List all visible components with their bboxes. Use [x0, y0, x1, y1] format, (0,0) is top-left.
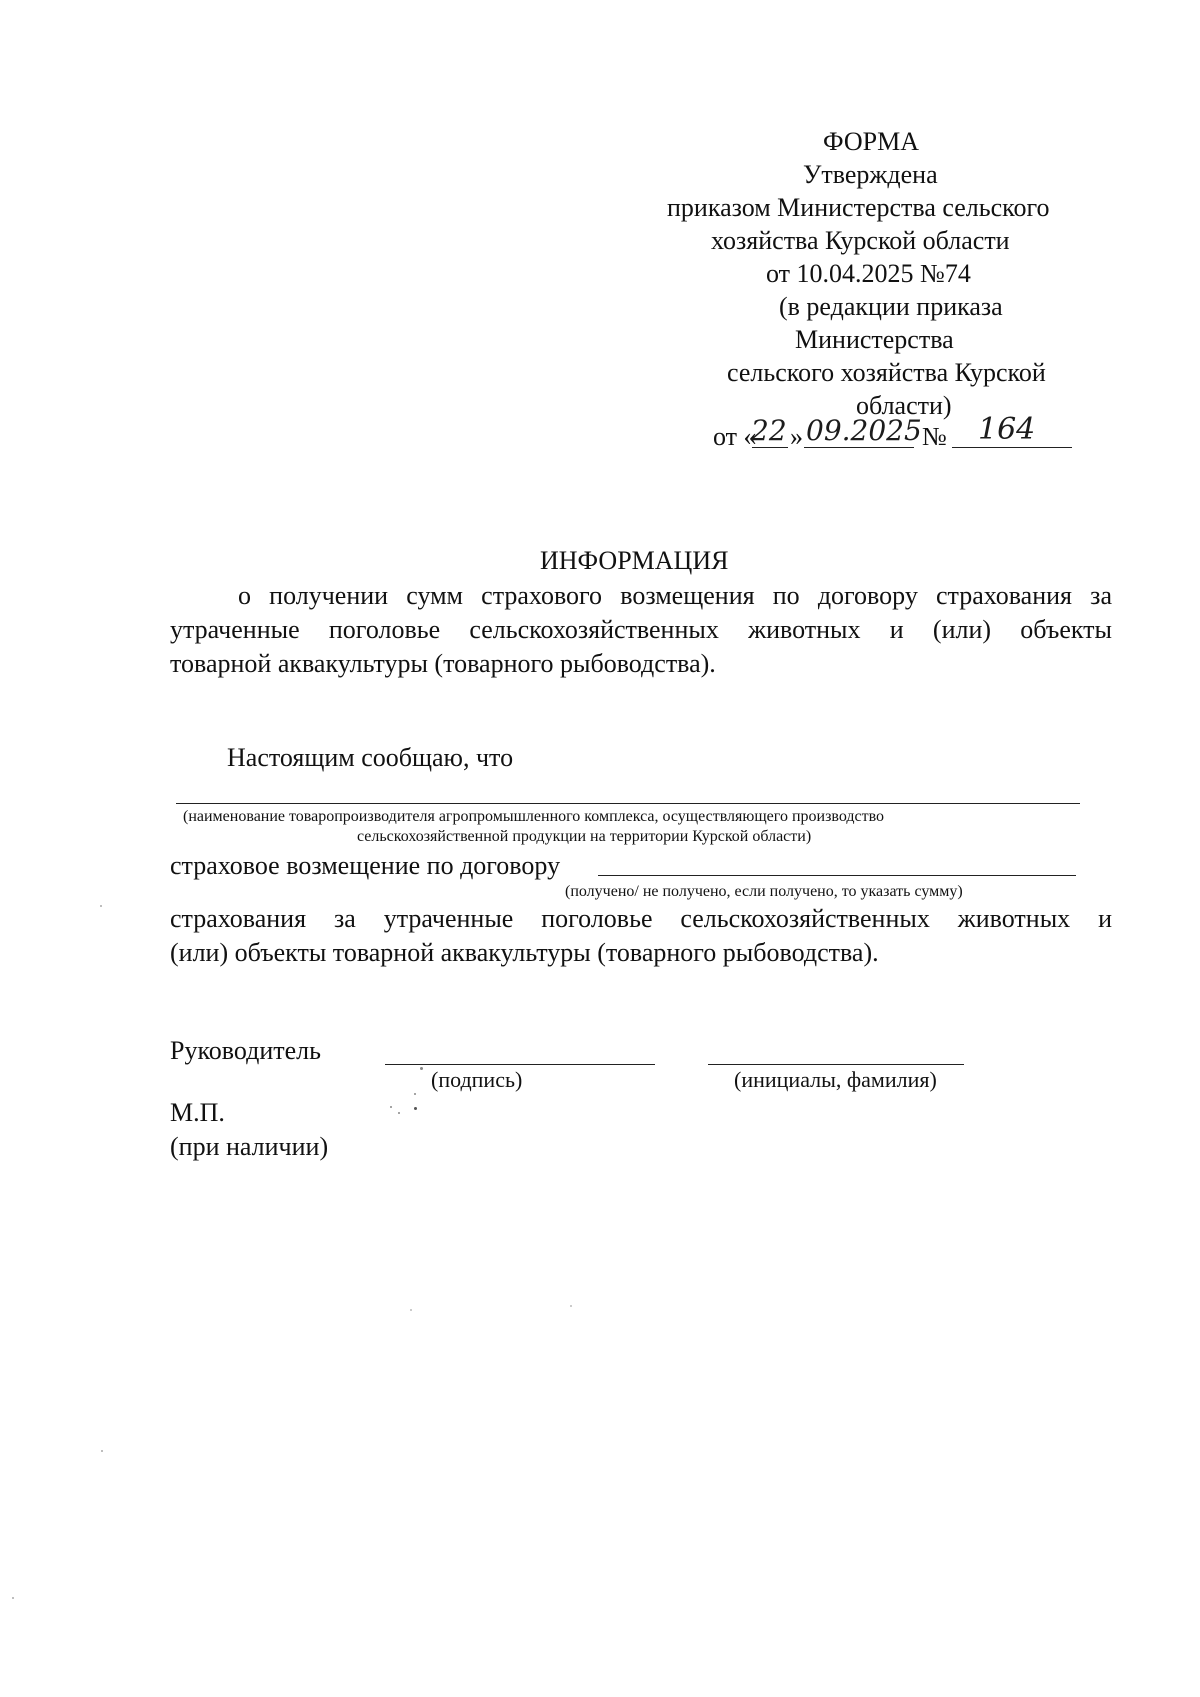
scan-speck [570, 1305, 572, 1307]
order-line-2: хозяйства Курской области [711, 226, 1010, 255]
scan-speck [100, 905, 102, 907]
handwritten-number: 164 [978, 412, 1036, 447]
day-underline [752, 447, 788, 448]
handwritten-month-year: 09.2025 [806, 414, 922, 447]
edition-line-1: (в редакции приказа [779, 292, 1003, 321]
insurance-line-1: страхования за утраченные поголовье сельскохозяйственных животных и [170, 904, 1112, 933]
scan-speck [410, 1309, 412, 1311]
initials-hint: (инициалы, фамилия) [734, 1067, 937, 1092]
order-from-prefix: от « [713, 422, 757, 451]
order-date: от 10.04.2025 №74 [766, 259, 971, 288]
number-underline [952, 447, 1072, 448]
compensation-hint: (получено/ не получено, если получено, то указать сумму) [565, 883, 963, 900]
scan-speck [398, 1112, 400, 1114]
title-heading: ИНФОРМАЦИЯ [540, 546, 729, 575]
stamp-note: (при наличии) [170, 1132, 329, 1161]
stamp-label: М.П. [170, 1098, 225, 1127]
order-line-1: приказом Министерства сельского [667, 193, 1050, 222]
form-label: ФОРМА [823, 127, 919, 156]
initials-field[interactable] [708, 1064, 964, 1065]
scan-speck [414, 1107, 417, 1110]
producer-name-field[interactable] [176, 803, 1080, 804]
approved-label: Утверждена [803, 160, 938, 189]
edition-line-4: области) [856, 391, 952, 420]
intro-text: Настоящим сообщаю, что [227, 743, 514, 772]
title-line-2: утраченные поголовье сельскохозяйственных животных и (или) объекты [170, 615, 1112, 644]
compensation-text: страховое возмещение по договору [170, 851, 561, 880]
producer-hint-line-2: сельскохозяйственной продукции на территории Курской области) [357, 828, 812, 845]
number-sign: № [922, 422, 947, 451]
scan-speck [420, 1067, 423, 1070]
month-year-underline [804, 447, 914, 448]
producer-hint-line-1: (наименование товаропроизводителя агропромышленного комплекса, осуществляющего производство [183, 808, 885, 825]
scan-speck [414, 1093, 416, 1095]
scan-speck [101, 1450, 103, 1452]
edition-line-3: сельского хозяйства Курской [727, 358, 1046, 387]
signature-hint: (подпись) [431, 1067, 523, 1092]
handwritten-day: 22 [751, 414, 787, 447]
scan-speck [12, 1597, 14, 1599]
title-line-1: о получении сумм страхового возмещения по договору страхования за [238, 581, 1112, 610]
signature-field[interactable] [385, 1064, 655, 1065]
scan-speck [390, 1106, 392, 1108]
head-label: Руководитель [170, 1036, 321, 1065]
edition-line-2: Министерства [795, 325, 954, 354]
compensation-field[interactable] [598, 875, 1076, 876]
insurance-line-2: (или) объекты товарной аквакультуры (товарного рыбоводства). [170, 938, 879, 967]
day-close-quote: » [790, 422, 803, 451]
title-line-3: товарной аквакультуры (товарного рыбоводства). [170, 649, 716, 678]
